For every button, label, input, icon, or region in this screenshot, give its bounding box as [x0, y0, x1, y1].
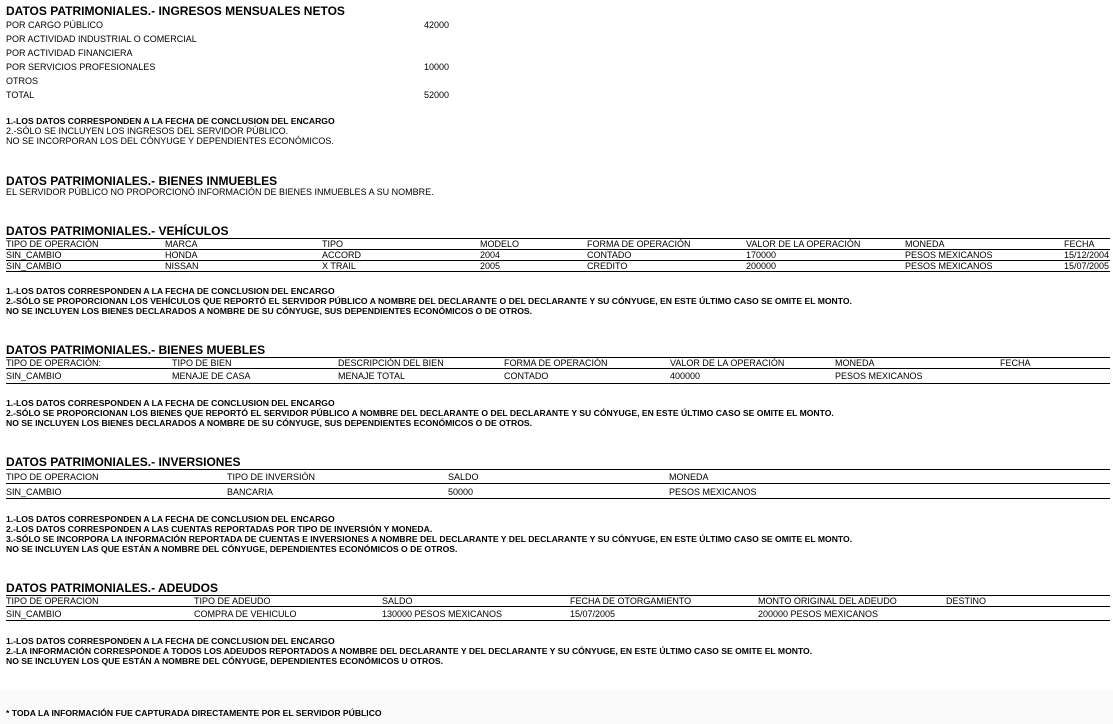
vehiculos-header-forma: FORMA DE OPERACIÓN	[587, 239, 691, 249]
ingresos-label-cargo: POR CARGO PÚBLICO	[6, 20, 104, 30]
inversiones-header-saldo: SALDO	[448, 472, 479, 482]
vehiculos-row2-modelo: 2005	[480, 261, 501, 271]
muebles-row1-forma: CONTADO	[504, 371, 549, 381]
inversiones-row1-tipo-inversion: BANCARIA	[227, 487, 274, 497]
vehiculos-note-1: 1.-LOS DATOS CORRESPONDEN A LA FECHA DE CONCLUSION DEL ENCARGO	[6, 286, 335, 296]
ingresos-label-otros: OTROS	[6, 76, 39, 86]
muebles-header-descripcion: DESCRIPCIÓN DEL BIEN	[338, 358, 444, 368]
muebles-row1-descripcion: MENAJE TOTAL	[338, 371, 406, 381]
ingresos-value-servicios: 10000	[424, 62, 450, 72]
muebles-header-tipo-operacion: TIPO DE OPERACIÓN:	[6, 358, 102, 368]
adeudos-row1-tipo-adeudo: COMPRA DE VEHICULO	[194, 609, 297, 619]
muebles-header-fecha: FECHA	[1000, 358, 1031, 368]
ingresos-note-1: 1.-LOS DATOS CORRESPONDEN A LA FECHA DE CONCLUSION DEL ENCARGO	[6, 116, 335, 126]
muebles-row1-tipo-bien: MENAJE DE CASA	[172, 371, 251, 381]
muebles-header-tipo-bien: TIPO DE BIEN	[172, 358, 232, 368]
ingresos-label-industrial: POR ACTIVIDAD INDUSTRIAL O COMERCIAL	[6, 34, 197, 44]
adeudos-table-bottom-rule	[6, 620, 1110, 621]
vehiculos-header-fecha: FECHA	[1064, 239, 1095, 249]
vehiculos-row1-tipo-operacion: SIN_CAMBIO	[6, 250, 62, 260]
bottom-band	[0, 690, 1113, 724]
vehiculos-row1-marca: HONDA	[165, 250, 198, 260]
vehiculos-header-tipo: TIPO	[322, 239, 344, 249]
inmuebles-text: EL SERVIDOR PÚBLICO NO PROPORCIONÓ INFORMACIÓN DE BIENES INMUEBLES A SU NOMBRE.	[6, 187, 434, 197]
inversiones-header-top-rule	[6, 469, 1110, 470]
vehiculos-note-2: 2.-SÓLO SE PROPORCIONAN LOS VEHÍCULOS QUE REPORTÓ EL SERVIDOR PÚBLICO A NOMBRE DEL DECLARANTE O DEL DECLARANTE Y SU CÓNYUGE, EN ESTE ÚLTIMO CASO SE OMITE EL MONTO.	[6, 296, 852, 306]
inversiones-header-bottom-rule	[6, 483, 1110, 484]
vehiculos-header-tipo-operacion: TIPO DE OPERACIÓN	[6, 239, 99, 249]
vehiculos-note-3: NO SE INCLUYEN LOS BIENES DECLARADOS A NOMBRE DE SU CÓNYUGE, SUS DEPENDIENTES ECONÓMICOS O DE OTROS.	[6, 306, 533, 316]
inversiones-title: DATOS PATRIMONIALES.- INVERSIONES	[6, 455, 241, 469]
vehiculos-row2-tipo: X TRAIL	[322, 261, 356, 271]
muebles-header-bottom-rule	[6, 368, 1110, 369]
muebles-header-moneda: MONEDA	[835, 358, 875, 368]
muebles-row1-valor: 400000	[670, 371, 701, 381]
ingresos-label-financiera: POR ACTIVIDAD FINANCIERA	[6, 48, 133, 58]
vehiculos-row1-modelo: 2004	[480, 250, 501, 260]
muebles-note-1: 1.-LOS DATOS CORRESPONDEN A LA FECHA DE CONCLUSION DEL ENCARGO	[6, 398, 335, 408]
vehiculos-row2-forma: CREDITO	[587, 261, 628, 271]
ingresos-value-total: 52000	[424, 90, 450, 100]
vehiculos-header-modelo: MODELO	[480, 239, 520, 249]
inversiones-note-3: 3.-SÓLO SE INCORPORA LA INFORMACIÓN REPORTADA DE CUENTAS E INVERSIONES A NOMBRE DEL DECLARANTE Y DEL DECLARANTE Y SU CÓNYUGE, EN ESTE ÚLTIMO CASO SE OMITE EL MONTO.	[6, 534, 853, 544]
adeudos-header-tipo-adeudo: TIPO DE ADEUDO	[194, 596, 271, 606]
adeudos-header-bottom-rule	[6, 606, 1110, 607]
vehiculos-row1-forma: CONTADO	[587, 250, 632, 260]
adeudos-row1-tipo-operacion: SIN_CAMBIO	[6, 609, 62, 619]
inversiones-header-moneda: MONEDA	[669, 472, 709, 482]
vehiculos-header-valor: VALOR DE LA OPERACIÓN	[746, 239, 861, 249]
adeudos-note-1: 1.-LOS DATOS CORRESPONDEN A LA FECHA DE CONCLUSION DEL ENCARGO	[6, 636, 335, 646]
vehiculos-row2-tipo-operacion: SIN_CAMBIO	[6, 261, 62, 271]
ingresos-label-servicios: POR SERVICIOS PROFESIONALES	[6, 62, 156, 72]
ingresos-note-3: NO SE INCORPORAN LOS DEL CÓNYUGE Y DEPENDIENTES ECONÓMICOS.	[6, 136, 334, 146]
inmuebles-title: DATOS PATRIMONIALES.- BIENES INMUEBLES	[6, 174, 278, 188]
vehiculos-row1-tipo: ACCORD	[322, 250, 362, 260]
inversiones-note-2: 2.-LOS DATOS CORRESPONDEN A LAS CUENTAS REPORTADAS POR TIPO DE INVERSIÓN Y MONEDA.	[6, 524, 433, 534]
muebles-row1-tipo-operacion: SIN_CAMBIO	[6, 371, 62, 381]
ingresos-value-cargo: 42000	[424, 20, 450, 30]
muebles-header-forma: FORMA DE OPERACIÓN	[504, 358, 608, 368]
adeudos-row1-fecha-otorgamiento: 15/07/2005	[570, 609, 616, 619]
inversiones-note-4: NO SE INCLUYEN LAS QUE ESTÁN A NOMBRE DEL CÓNYUGE, DEPENDIENTES ECONÓMICOS O DE OTROS.	[6, 544, 458, 554]
adeudos-header-saldo: SALDO	[382, 596, 413, 606]
muebles-table-bottom-rule	[6, 383, 1110, 384]
muebles-header-valor: VALOR DE LA OPERACIÓN	[670, 358, 785, 368]
adeudos-header-fecha-otorgamiento: FECHA DE OTORGAMIENTO	[570, 596, 692, 606]
footer-note: * TODA LA INFORMACIÓN FUE CAPTURADA DIRECTAMENTE POR EL SERVIDOR PÚBLICO	[6, 708, 382, 718]
adeudos-header-destino: DESTINO	[946, 596, 987, 606]
adeudos-title: DATOS PATRIMONIALES.- ADEUDOS	[6, 581, 219, 595]
inversiones-note-1: 1.-LOS DATOS CORRESPONDEN A LA FECHA DE CONCLUSION DEL ENCARGO	[6, 514, 335, 524]
vehiculos-row2-moneda: PESOS MEXICANOS	[905, 261, 993, 271]
adeudos-note-3: NO SE INCLUYEN LOS QUE ESTÁN A NOMBRE DEL CÓNYUGE, DEPENDIENTES ECONÓMICOS U OTROS.	[6, 656, 444, 666]
adeudos-note-2: 2.-LA INFORMACIÓN CORRESPONDE A TODOS LOS ADEUDOS REPORTADOS A NOMBRE DEL DECLARANTE Y DEL DECLARANTE Y SU CÓNYUGE, EN ESTE ÚLTIMO CASO SE OMITE EL MONTO.	[6, 646, 813, 656]
adeudos-header-tipo-operacion: TIPO DE OPERACION	[6, 596, 99, 606]
vehiculos-row1-moneda: PESOS MEXICANOS	[905, 250, 993, 260]
inversiones-table-bottom-rule	[6, 498, 1110, 499]
muebles-note-3: NO SE INCLUYEN LOS BIENES DECLARADOS A NOMBRE DE SU CÓNYUGE, SUS DEPENDIENTES ECONÓMICOS O DE OTROS.	[6, 418, 533, 428]
adeudos-row1-saldo: 130000 PESOS MEXICANOS	[382, 609, 503, 619]
vehiculos-row2-valor: 200000	[746, 261, 777, 271]
adeudos-header-monto-original: MONTO ORIGINAL DEL ADEUDO	[758, 596, 897, 606]
inversiones-header-tipo-operacion: TIPO DE OPERACION	[6, 472, 99, 482]
ingresos-label-total: TOTAL	[6, 90, 35, 100]
adeudos-row1-monto-original: 200000 PESOS MEXICANOS	[758, 609, 879, 619]
vehiculos-row2-marca: NISSAN	[165, 261, 199, 271]
vehiculos-title: DATOS PATRIMONIALES.- VEHÍCULOS	[6, 224, 229, 238]
muebles-note-2: 2.-SÓLO SE PROPORCIONAN LOS BIENES QUE REPORTÓ EL SERVIDOR PÚBLICO A NOMBRE DEL DECLARANTE O DEL DECLARANTE Y SU CÓNYUGE, EN ESTE ÚLTIMO CASO SE OMITE EL MONTO.	[6, 408, 834, 418]
vehiculos-row1-fecha: 15/12/2004	[1064, 250, 1110, 260]
vehiculos-header-marca: MARCA	[165, 239, 198, 249]
vehiculos-row2-fecha: 15/07/2005	[1064, 261, 1110, 271]
inversiones-row1-moneda: PESOS MEXICANOS	[669, 487, 757, 497]
vehiculos-row1-valor: 170000	[746, 250, 777, 260]
inversiones-row1-saldo: 50000	[448, 487, 474, 497]
inversiones-header-tipo-inversion: TIPO DE INVERSIÓN	[227, 472, 316, 482]
inversiones-row1-tipo-operacion: SIN_CAMBIO	[6, 487, 62, 497]
ingresos-title: DATOS PATRIMONIALES.- INGRESOS MENSUALES NETOS	[6, 4, 345, 18]
muebles-title: DATOS PATRIMONIALES.- BIENES MUEBLES	[6, 343, 266, 357]
ingresos-note-2: 2.-SÓLO SE INCLUYEN LOS INGRESOS DEL SERVIDOR PÚBLICO.	[6, 126, 289, 136]
muebles-row1-moneda: PESOS MEXICANOS	[835, 371, 923, 381]
vehiculos-header-moneda: MONEDA	[905, 239, 945, 249]
adeudos-header-top-rule	[6, 595, 1110, 596]
vehiculos-table-bottom-rule	[6, 271, 1110, 272]
